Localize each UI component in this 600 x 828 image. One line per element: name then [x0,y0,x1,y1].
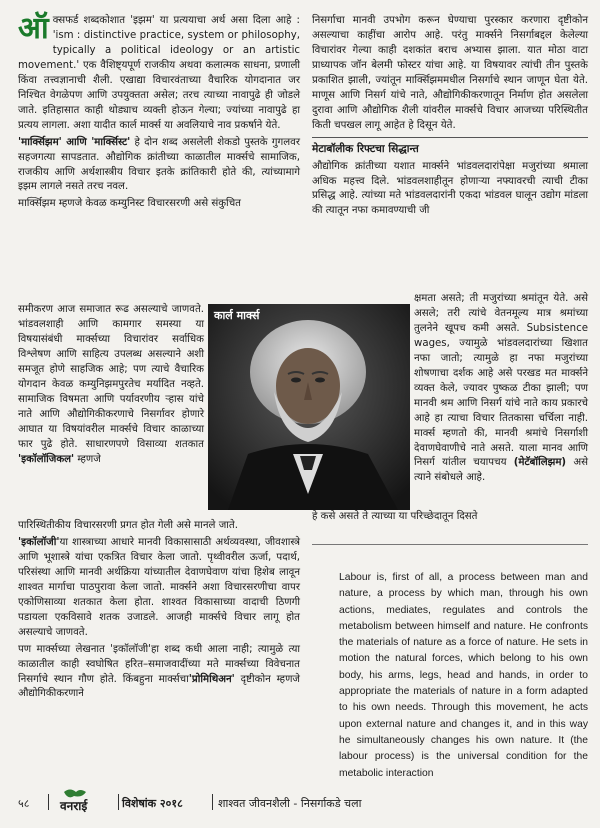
left-column-bottom [18,519,300,702]
left-wrap-end: म्हणजे [74,453,101,465]
promethean-paragraph [18,643,300,703]
page-number: ५८ [18,797,30,810]
karl-marx-portrait [208,304,410,510]
footer-divider-2 [118,794,119,810]
section-divider [312,137,588,138]
issue-label: विशेषांक २०१८ [122,797,183,810]
right-column-top [312,14,588,221]
metabolism-term: (मेटॅबॉलिझम) [513,457,567,469]
logo-text: वनराई [60,799,88,813]
marxism-text: हे दोन शब्द असलेली शेकडो पुस्तके गुगलवर सहजगत्या सापडतात. औद्योगिक क्रांतीच्या काळातील मार्क्सचे सामाजिक, राजकीय आणि अर्थशास्त्रीय विचार इतके क्रांतिकारी होते की, त्यांच्यामागे इझम लागले नसते तरच नवल. [18,136,301,193]
foster-paragraph: निसर्गाचा मानवी उपभोग करून घेण्याचा पुरस्कार करणारा दृष्टीकोन असल्याचा काहींचा आरोप आहे. परंतु मार्क्सने निसर्गाबद्दल केलेल्या विचारांवर गेल्या काही दशकांत बराच अभ्यास झाला. यात मोठा वाटा प्राध्यापक जॉन बेलमी फोस्टर यांचा आहे. या विषयावर त्यांची तीन पुस्तके प्रकाशित झाली, ज्यांतून मार्क्सिझममधील निसर्गाचे स्थान जाणून घेता येते. माणूस आणि निसर्ग यांचे नाते, औद्योगिकीकरणातून निर्माण होत असलेला दुरावा आणि औद्योगिक शैली यांवरील मार्क्सचे विचार आजच्या परिस्थितीत किती चपखल लागू आहेत हे दिसून येते. [312,15,588,131]
right-wrap-end: असे त्याने संबोधले आहे. [414,457,588,484]
right-wrap-text [414,292,588,486]
tagline: शाश्वत जीवनशैली - निसर्गाकडे चला [218,797,362,810]
footer-divider [48,794,49,810]
right-wrap-body: क्षमता असते; ती मजुरांच्या श्रमांतून येते. असे असले; तरी त्यांचे वेतनमूल्य मात्र श्रमांच्या तुलनेने खूपच कमी असते. Subsistence wages, ज्यामुळे भांडवलदारांच्या खिशात नफा जातो; त्यामुळे हा नफा मजुरांच्या शोषणाचा दर्शक आहे असे परखड मत मार्क्सने व्यक्त केले, ज्यावर पुष्कळ टीका झाली; पण मानवी श्रम आणि निसर्ग यांचे नाते काय प्रकारचे आहे हा त्याचा विचार तितकासा चर्चिला नाही. मार्क्स म्हणतो की, मानवी श्रमांचे निसर्गाशी देवाणघेवाणीचे नाते असते. याला मानव आणि निसर्ग यांतील चयापचय [414,293,588,469]
ecology-term: 'इकॉलॉजी' [18,536,60,548]
intro-text: क्सफर्ड शब्दकोशात 'इझम' या प्रत्ययाचा अर्थ असा दिला आहे : 'ism : distinctive practice, system or philosophy, typically a political ideology or an artistic movement.' एक वैशिष्ट्यपूर्ण राजकीय अथवा कलात्मक साधना, प्रणाली किंवा तत्त्वज्ञानाची शैली. एखाद्या विचारवंताच्या वैचारिक योगदानात जर निश्चित वेगळेपण आणि उपयुक्तता असेल; तरच त्याच्या नावापुढे ही जोडले जाते. इतिहासात काही थोड्याच व्यक्ती होऊन गेल्या; ज्यांच्या नावापुढे हा प्रत्यय लागला. अशा यादीत कार्ल मार्क्स या अवलियाचे नाव प्रकर्षाने येते. [18,15,300,131]
page-footer [18,788,588,816]
marxism-terms: 'मार्क्सिझम' आणि 'मार्क्सिस्ट' [18,136,131,148]
labour-paragraph: औद्योगिक क्रांतीच्या यशात मार्क्सने भांडवलदारांपेक्षा मजुरांच्या श्रमाला अधिक महत्त्व दिले. भांडवलशाहीतून होणाऱ्या नफ्यावरची त्याची टीका प्रसिद्ध आहे. त्यांच्या मते भांडवलदारांनी एकदा भांडवल घालून उद्योग मांडला की त्यातून नफा कमावण्याची जी [312,160,588,217]
left-wrap-body: समीकरण आज समाजात रूढ असल्याचे जाणवते. भांडवलशाही आणि कामगार समस्या या विषयासंबंधी मार्क्सच्या विचारांवर सर्वाधिक विश्लेषण आणि साहित्य उपलब्ध असल्याने अशी समजूत होणे साहजिक आहे; पण त्याचे वैचारिक योगदान केवळ कम्युनिझमपुरतेच मर्यादित नव्हते. सामाजिक विषमता आणि पर्यावरणीय ऱ्हास यांचे नाते आणि औद्योगिकीकरणाचे निसर्गावर होणारे आघात या विषयांवरील मार्क्सचे विचार काळाच्या फार पुढे होते. साधारणपणे विसाव्या शतकात [18,304,204,450]
intro-paragraph [18,11,300,134]
ecology-intro: पारिस्थितीकीय विचारसरणी प्रगत होत गेली असे मानले जाते. [18,520,238,531]
drop-cap: ऑ [18,11,49,46]
portrait-illustration [208,304,410,510]
footer-divider-3 [212,794,213,810]
promethean-term: 'प्रोमिथिअन' [188,673,235,685]
marxism-narrow-start: मार्क्सिझम म्हणजे केवळ कम्युनिस्ट विचारसरणी असे संकुचित [18,198,241,210]
vanrai-logo [56,788,116,814]
section-heading: मेटाबॉलीक रिफ्टचा सिद्धान्त [312,142,419,155]
portrait-caption: कार्ल मार्क्स [214,309,260,322]
ecology-paragraph [18,536,300,641]
promethean-text: पण मार्क्सच्या लेखनात 'इकॉलॉजी'हा शब्द कधी आला नाही; त्यामुळे त्या काळातील काही स्वघोषित हरित–समाजवादींच्या मते मार्क्सच्या विवेचनात निसर्गाचे स्थान गौण होते. किंबहुना मार्क्सचा [18,643,300,685]
ecology-text: या शास्त्राच्या आधारे मानवी विकासासाठी अर्थव्यवस्था, जीवशास्त्रे आणि भूशास्त्रे यांचा एकत्रित विचार केला जातो. पृथ्वीवरील ऊर्जा, पदार्थ, परिसंस्था आणि मानवी अर्थक्रिया यांच्यातील देवाणघेवाण यांचा हिशेब लावून शाश्वत मार्गाचा पाठपुरावा केला जातो. मार्क्सने अशा विचारसरणीचा वापर एकोणिसाव्या शतकात केला होता. शाश्वत विकासाच्या वादाची ठिणगी पडायला एकविसावे शतक उजाडले. आजही मार्क्सचे विचार लागू होत असल्याचे जाणवते. [18,536,300,638]
ecological-term: 'इकॉलॉजिकल' [18,453,75,465]
promethean-end: दृष्टीकोन म्हणजे औद्योगिकीकरणाने [18,673,300,700]
quote-divider [312,544,588,545]
marxism-paragraph [18,136,300,196]
english-quote: Labour is, first of all, a process between man and nature, a process by which man, through his own actions, mediates, regulates and controls the metabolism between himself and nature. He confronts the materials of nature as a force of nature. He sets in motion the natural forces, which belong to his own body, his arms, legs, head and hands, in order to appropriate the materials of nature in a form adapted to his own needs. Through this movement, he acts upon external nature and changes it, and in this way he simultaneously changes his own nature. It (the labour process) is the universal condition for the metabolic interaction [339,572,588,779]
quote-intro: हे कसे असते ते त्याच्या या परिच्छेदातून दिसते [312,511,478,522]
left-column-top [18,11,301,214]
left-wrap-text [18,303,204,467]
